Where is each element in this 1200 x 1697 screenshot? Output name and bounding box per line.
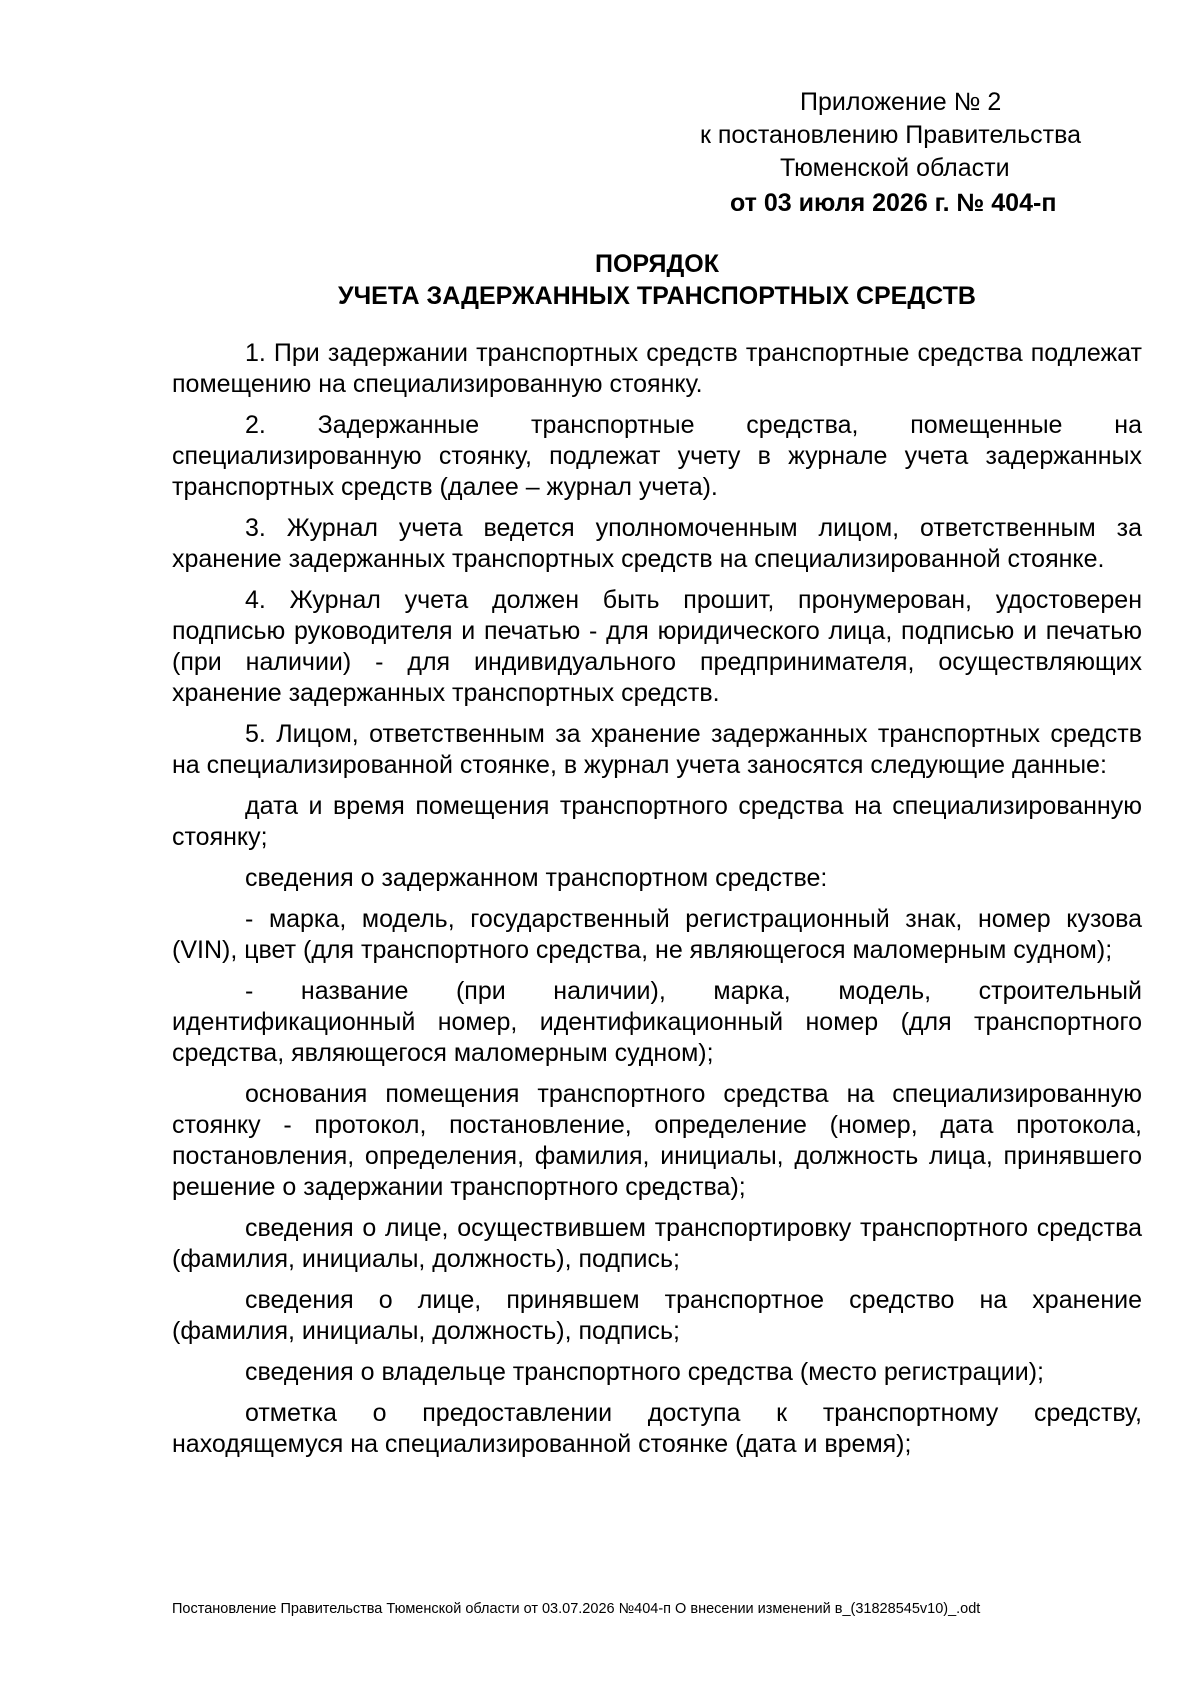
paragraph: 5. Лицом, ответственным за хранение задержанных транспортных средств на специализированной стоянке, в журнал учета заносятся следующие данные: — [172, 720, 1142, 779]
appendix-region: Тюменской области — [780, 154, 1010, 182]
page-footer: Постановление Правительства Тюменской области от 03.07.2026 №404-п О внесении изменений в_(31828545v10)_.odt — [172, 1601, 981, 1617]
paragraph: - название (при наличии), марка, модель, строительный идентификационный номер, идентификационный номер (для транспортного средства, являющегося маломерным судном); — [172, 977, 1142, 1067]
appendix-header — [640, 86, 1160, 220]
paragraph: дата и время помещения транспортного средства на специализированную стоянку; — [172, 792, 1142, 851]
paragraph: основания помещения транспортного средства на специализированную стоянку - протокол, постановление, определение (номер, дата протокола, постановления, определения, фамилия, инициалы, должность лица, принявшего решение о задержании транспортного средства); — [172, 1080, 1142, 1201]
paragraph: 4. Журнал учета должен быть прошит, пронумерован, удостоверен подписью руководителя и печатью - для юридического лица, подписью и печатью (при наличии) - для индивидуального предпринимателя, осуществляющих хранение задержанных транспортных средств. — [172, 586, 1142, 707]
appendix-date-number: от 03 июля 2026 г. № 404-п — [730, 189, 1057, 217]
paragraph: 1. При задержании транспортных средств транспортные средства подлежат помещению на специализированную стоянку. — [172, 339, 1142, 398]
paragraph: 3. Журнал учета ведется уполномоченным лицом, ответственным за хранение задержанных транспортных средств на специализированной стоянке. — [172, 514, 1142, 573]
appendix-number: Приложение № 2 — [800, 88, 1002, 116]
paragraph: сведения о лице, осуществившем транспортировку транспортного средства (фамилия, инициалы, должность), подпись; — [172, 1214, 1142, 1273]
paragraph: - марка, модель, государственный регистрационный знак, номер кузова (VIN), цвет (для транспортного средства, не являющегося маломерным судном); — [172, 905, 1142, 964]
document-title — [172, 248, 1142, 312]
document-body — [172, 338, 1142, 1470]
paragraph: сведения о владельце транспортного средства (место регистрации); — [245, 1358, 1044, 1386]
paragraph: сведения о лице, принявшем транспортное средство на хранение (фамилия, инициалы, должность), подпись; — [172, 1286, 1142, 1345]
appendix-reference: к постановлению Правительства — [700, 121, 1082, 149]
paragraph: сведения о задержанном транспортном средстве: — [245, 864, 828, 892]
paragraph: 2. Задержанные транспортные средства, помещенные на специализированную стоянку, подлежат учету в журнале учета задержанных транспортных средств (далее – журнал учета). — [172, 411, 1142, 501]
title-line-1: ПОРЯДОК — [595, 250, 719, 278]
paragraph: отметка о предоставлении доступа к транспортному средству, находящемуся на специализированной стоянке (дата и время); — [172, 1399, 1142, 1458]
title-line-2: УЧЕТА ЗАДЕРЖАННЫХ ТРАНСПОРТНЫХ СРЕДСТВ — [338, 282, 976, 310]
